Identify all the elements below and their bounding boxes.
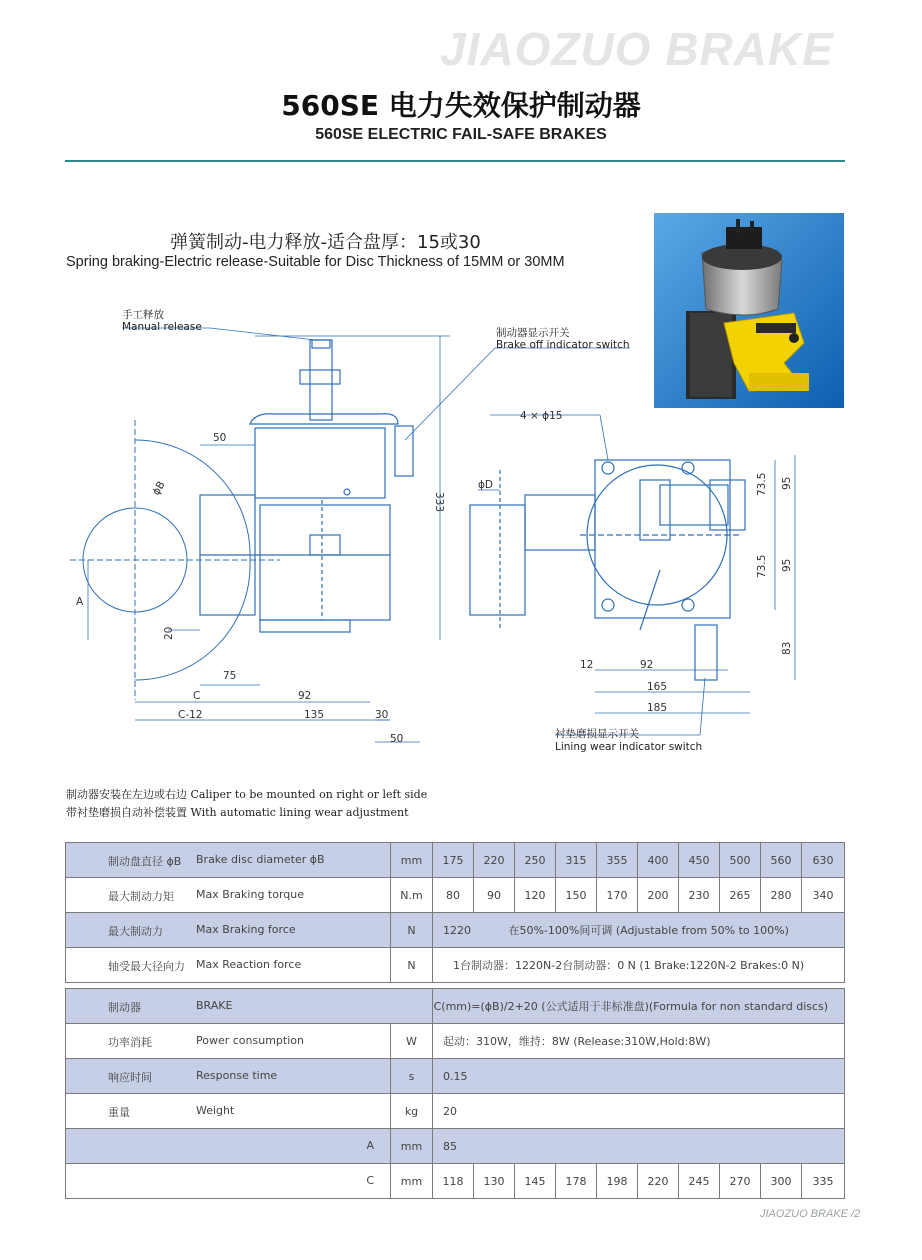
dim-92: 92 <box>298 690 312 702</box>
disc-value: 220 <box>474 843 515 878</box>
page-title-en: 560SE ELECTRIC FAIL-SAFE BRAKES <box>315 126 607 143</box>
manual-release-cn: 手工释放 <box>122 309 164 321</box>
lining-cn: 衬垫磨损显示开关 <box>555 728 639 740</box>
page-footer: JIAOZUO BRAKE /2 <box>760 1208 861 1220</box>
dim-c-value: 335 <box>802 1164 845 1199</box>
power-value: 起动：310W，维持：8W (Release:310W,Hold:8W) <box>433 1024 845 1059</box>
reaction-label-en: Max Reaction force <box>196 958 302 971</box>
power-label-cn: 功率消耗 <box>108 1036 152 1049</box>
spec-table-details <box>65 988 845 1199</box>
caliper-side-view <box>200 340 413 632</box>
reaction-label-cn: 轴受最大径向力 <box>108 960 185 973</box>
manual-release-en: Manual release <box>122 321 202 333</box>
subtitle-cn: 弹簧制动-电力释放-适合盘厚：15或30 <box>170 232 481 253</box>
torque-label-en: Max Braking torque <box>196 888 305 901</box>
torque-value: 80 <box>433 878 474 913</box>
dim-c-value: 178 <box>556 1164 597 1199</box>
row-dimension-a <box>66 1129 845 1164</box>
disc-value: 355 <box>597 843 638 878</box>
weight-label-en: Weight <box>196 1104 235 1117</box>
dim-c-value: 245 <box>679 1164 720 1199</box>
dim-333: 333 <box>433 492 445 513</box>
dim-30: 30 <box>375 709 389 721</box>
response-label-cn: 响应时间 <box>108 1071 152 1084</box>
disc-value: 250 <box>515 843 556 878</box>
row-brake-formula <box>66 989 845 1024</box>
dim-a-unit: mm <box>391 1129 433 1164</box>
disc-outline <box>70 420 280 700</box>
row-braking-force <box>66 913 845 948</box>
disc-value: 560 <box>761 843 802 878</box>
dim-92-right: 92 <box>640 659 654 671</box>
disc-value: 175 <box>433 843 474 878</box>
torque-value: 265 <box>720 878 761 913</box>
dim-a-value: 85 <box>433 1129 845 1164</box>
brake-label-en: BRAKE <box>196 999 233 1012</box>
force-value <box>433 913 845 948</box>
torque-label-cn: 最大制动力矩 <box>108 890 174 903</box>
page-title-cn: 560SE 电力失效保护制动器 <box>281 89 641 122</box>
disc-value: 630 <box>802 843 845 878</box>
force-note: 在50%-100%间可调 (Adjustable from 50% to 100%) <box>508 924 789 937</box>
weight-label-cn: 重量 <box>108 1106 130 1119</box>
response-value: 0.15 <box>433 1059 845 1094</box>
phiD-label: ϕD <box>478 479 494 491</box>
dim-c-value: 145 <box>515 1164 556 1199</box>
disc-unit: mm <box>391 843 433 878</box>
brake-off-en: Brake off indicator switch <box>496 339 630 351</box>
disc-label-cn: 制动盘直径 ϕB <box>108 855 182 868</box>
row-response-time <box>66 1059 845 1094</box>
response-unit: s <box>391 1059 433 1094</box>
torque-value: 230 <box>679 878 720 913</box>
row-braking-torque <box>66 878 845 913</box>
force-label-en: Max Braking force <box>196 923 296 936</box>
dim-A: A <box>76 596 84 608</box>
force-unit: N <box>391 913 433 948</box>
holes-label: 4 × ϕ15 <box>520 410 563 422</box>
disc-value: 500 <box>720 843 761 878</box>
spec-table-main <box>65 842 845 983</box>
dim-c-label: C <box>366 1174 374 1187</box>
disc-value: 450 <box>679 843 720 878</box>
dim-C: C <box>193 690 201 702</box>
dim-c-value: 198 <box>597 1164 638 1199</box>
brake-formula: C(mm)=(ϕB)/2+20 (公式适用于非标准盘)(Formula for non standard discs) <box>433 989 845 1024</box>
dim-20: 20 <box>163 626 175 640</box>
torque-value: 120 <box>515 878 556 913</box>
dim-185: 185 <box>647 702 668 714</box>
response-label-en: Response time <box>196 1069 278 1082</box>
force-label-cn: 最大制动力 <box>108 925 163 938</box>
force-number: 1220 <box>443 924 471 937</box>
dim-50-bottom: 50 <box>390 733 404 745</box>
torque-value: 170 <box>597 878 638 913</box>
dim-c-value: 220 <box>638 1164 679 1199</box>
dim-50-top: 50 <box>213 432 227 444</box>
dim-73-5-bottom: 73.5 <box>756 554 768 578</box>
power-unit: W <box>391 1024 433 1059</box>
disc-value: 400 <box>638 843 679 878</box>
header-rule <box>65 160 845 162</box>
row-dimension-c <box>66 1164 845 1199</box>
torque-value: 150 <box>556 878 597 913</box>
torque-value: 280 <box>761 878 802 913</box>
power-label-en: Power consumption <box>196 1034 304 1047</box>
dim-95-bottom: 95 <box>781 558 793 572</box>
row-reaction-force <box>66 948 845 983</box>
dim-c-value: 130 <box>474 1164 515 1199</box>
torque-value: 90 <box>474 878 515 913</box>
row-disc-diameter <box>66 843 845 878</box>
reaction-unit: N <box>391 948 433 983</box>
disc-value: 315 <box>556 843 597 878</box>
dim-95-top: 95 <box>781 476 793 490</box>
dim-c-value: 118 <box>433 1164 474 1199</box>
dim-c-value: 270 <box>720 1164 761 1199</box>
row-weight <box>66 1094 845 1129</box>
reaction-value: 1台制动器：1220N-2台制动器：0 N (1 Brake:1220N-2 Brakes:0 N) <box>433 948 845 983</box>
lining-en: Lining wear indicator switch <box>555 741 703 753</box>
dim-c-unit: mm <box>391 1164 433 1199</box>
dim-12: 12 <box>580 659 594 671</box>
torque-value: 340 <box>802 878 845 913</box>
row-power-consumption <box>66 1024 845 1059</box>
disc-label-en: Brake disc diameter ϕB <box>196 853 325 866</box>
phiB-label: ϕB <box>150 479 168 498</box>
brake-label-cn: 制动器 <box>108 1001 141 1014</box>
weight-value: 20 <box>433 1094 845 1129</box>
dim-73-5-top: 73.5 <box>756 472 768 496</box>
dim-C-12: C-12 <box>178 709 203 721</box>
dim-a-label: A <box>366 1139 374 1152</box>
dim-75: 75 <box>223 670 237 682</box>
caliper-front-view <box>470 460 745 680</box>
dim-135: 135 <box>304 709 325 721</box>
dim-165: 165 <box>647 681 668 693</box>
subtitle-en: Spring braking-Electric release-Suitable for Disc Thickness of 15MM or 30MM <box>66 254 565 270</box>
weight-unit: kg <box>391 1094 433 1129</box>
torque-value: 200 <box>638 878 679 913</box>
brand-watermark: JIAOZUO BRAKE <box>440 23 834 75</box>
technical-drawing <box>60 300 850 760</box>
note-wear-adjustment: 带衬垫磨损自动补偿装置 With automatic lining wear adjustment <box>66 806 409 819</box>
note-mounting: 制动器安装在左边或右边 Caliper to be mounted on right or left side <box>66 788 428 801</box>
torque-unit: N.m <box>391 878 433 913</box>
brake-off-cn: 制动器显示开关 <box>496 327 570 339</box>
dim-83: 83 <box>781 641 793 655</box>
dim-c-value: 300 <box>761 1164 802 1199</box>
